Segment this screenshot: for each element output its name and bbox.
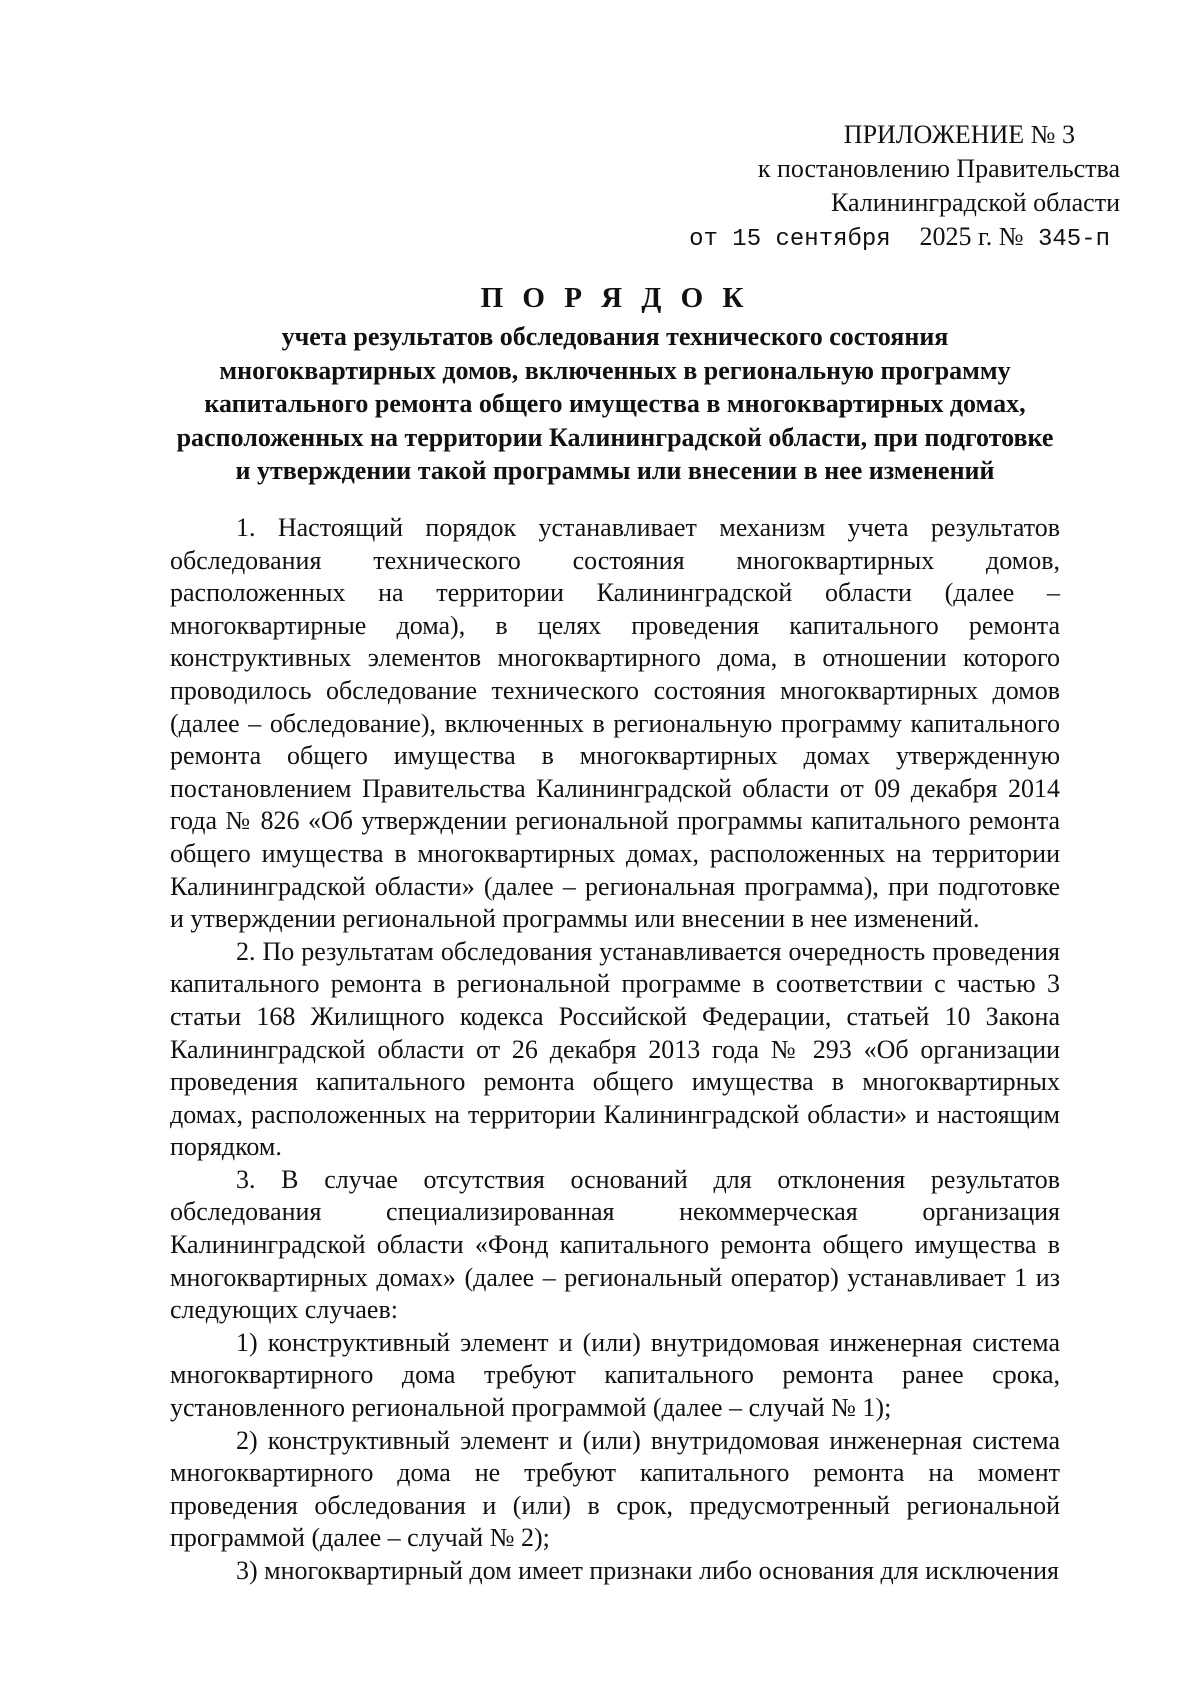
document-subtitle-line: расположенных на территории Калининградской области, при подготовке xyxy=(176,422,1054,452)
appendix-date: от 15 сентября xyxy=(689,226,891,253)
document-subtitle-line: учета результатов обследования технического состояния xyxy=(281,322,949,351)
appendix-date-line xyxy=(600,220,1120,257)
appendix-region-line: Калининградской области xyxy=(830,188,1120,217)
appendix-number: 345-п xyxy=(1037,226,1110,253)
document-subtitle-line: многоквартирных домов, включенных в региональную программу xyxy=(219,355,1011,385)
appendix-year: 2025 г. № xyxy=(919,222,1024,251)
document-subtitle-line: и утверждении такой программы или внесении в нее изменений xyxy=(235,456,995,485)
list-item-2: 2) конструктивный элемент и (или) внутридомовая инженерная система многоквартирного дома не требуют капитального ремонта на момент проведения обследования и (или) в срок, предусмотренный региональной программой (далее – случай № 2); xyxy=(170,1425,1060,1553)
paragraph-1: 1. Настоящий порядок устанавливает механизм учета результатов обследования технического состояния многоквартирных домов, расположенных на территории Калининградской области (далее – многоквартирные дома), в целях проведения капитального ремонта конструктивных элементов многоквартирного дома, в отношении которого проводилось обследование технического состояния многоквартирных домов (далее – обследование), включенных в региональную программу капитального ремонта общего имущества в многоквартирных домах утвержденную постановлением Правительства Калининградской области от 09 декабря 2014 года № 826 «Об утверждении региональной программы капитального ремонта общего имущества в многоквартирных домах, расположенных на территории Калининградской области» (далее – региональная программа), при подготовке и утверждении региональной программы или внесении в нее изменений. xyxy=(170,513,1060,934)
list-item-3: 3) многоквартирный дом имеет признаки либо основания для исключения xyxy=(236,1556,1060,1585)
appendix-resolution-line: к постановлению Правительства xyxy=(757,154,1120,183)
document-title-block xyxy=(170,280,1060,488)
paragraph-3: 3. В случае отсутствия оснований для отклонения результатов обследования специализированная некоммерческая организация Калининградской области «Фонд капитального ремонта общего имущества в многоквартирных домах» (далее – региональный оператор) устанавливает 1 из следующих случаев: xyxy=(170,1164,1060,1325)
document-subtitle-line: капитального ремонта общего имущества в многоквартирных домах, xyxy=(204,389,1026,418)
appendix-title: ПРИЛОЖЕНИЕ № 3 xyxy=(843,120,1075,149)
document-title: П О Р Я Д О К xyxy=(480,282,750,314)
appendix-header xyxy=(600,118,1120,257)
list-item-1: 1) конструктивный элемент и (или) внутридомовая инженерная система многоквартирного дома требуют капитального ремонта ранее срока, установленного региональной программой (далее – случай № 1); xyxy=(170,1327,1060,1423)
document-body xyxy=(170,512,1060,1588)
paragraph-2: 2. По результатам обследования устанавливается очередность проведения капитального ремонта в региональной программе в соответствии с частью 3 статьи 168 Жилищного кодекса Российской Федерации, статьей 10 Закона Калининградской области от 26 декабря 2013 года № 293 «Об организации проведения капитального ремонта общего имущества в многоквартирных домах, расположенных на территории Калининградской области» и настоящим порядком. xyxy=(170,936,1060,1162)
